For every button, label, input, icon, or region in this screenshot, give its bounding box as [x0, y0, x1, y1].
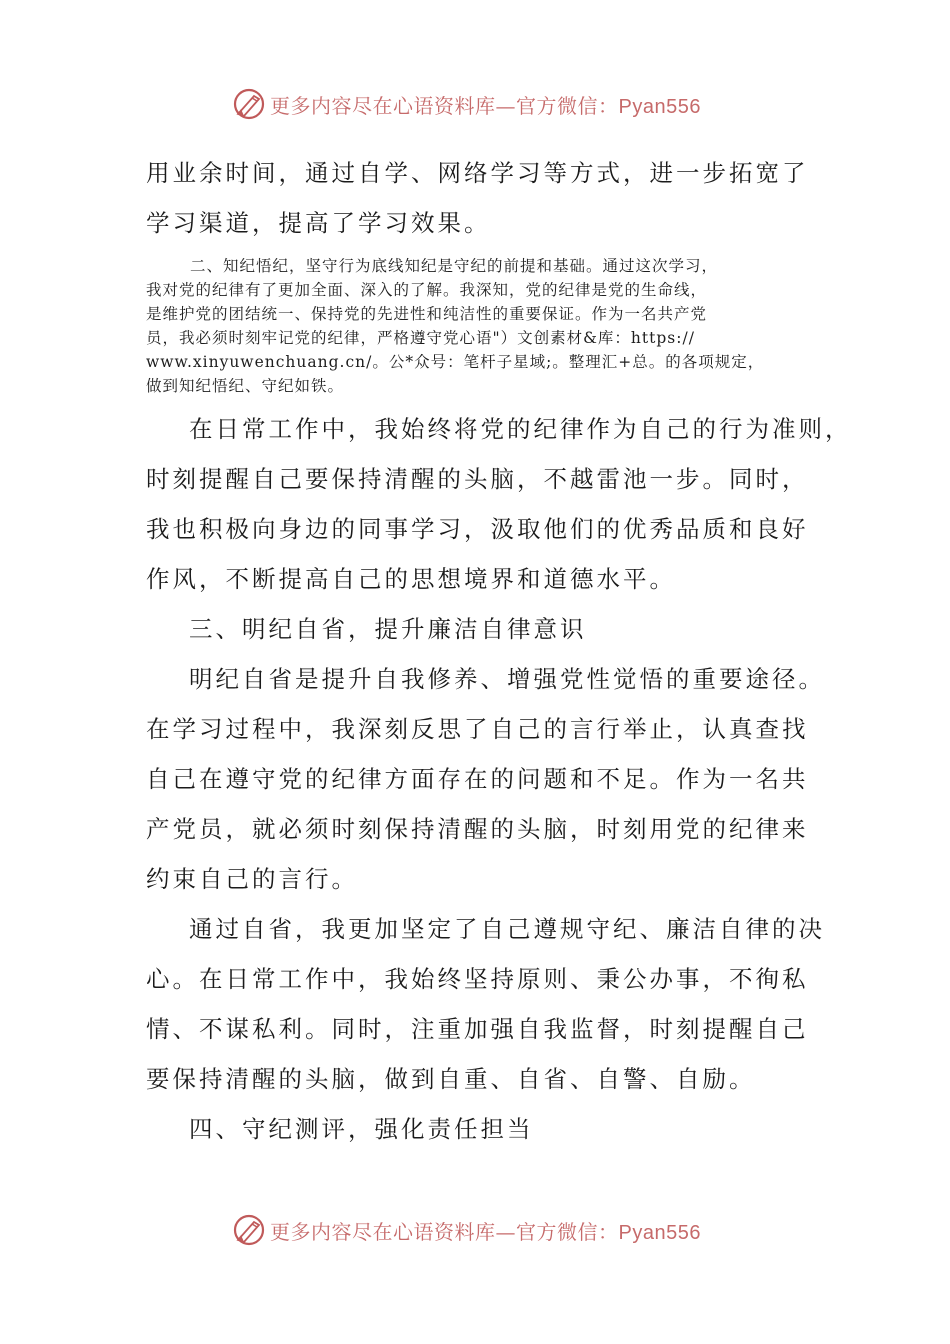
- document-body: [146, 148, 852, 1154]
- paragraph-1: 用业余时间，通过自学、网络学习等方式，进一步拓宽了 学习渠道，提高了学习效果。: [146, 159, 809, 237]
- banner-text: 更多内容尽在心语资料库—官方微信：Pyan556: [270, 93, 701, 118]
- footer-banner: [232, 1210, 732, 1250]
- header-banner: [232, 84, 732, 124]
- section-two-note: 二、知纪悟纪，坚守行为底线知纪是守纪的前提和基础。通过这次学习， 我对党的纪律有了更加全面、深入的了解。我深知，党的纪律是党的生命线， 是维护党的团结统一、保持党的先进性和纯洁性的重要保证。作为一名共产党 员，我必须时刻牢记党的纪律，严格遵守党心语"）文创素材&库：https:// www.xinyuwenchuang.cn/。公*众号：笔杆子星域;。整理汇+总。的各项规定， 做到知纪悟纪、守纪如铁。: [146, 257, 765, 395]
- wechat-id: Pyan556: [618, 1221, 701, 1244]
- paragraph-3: 明纪自省是提升自我修养、增强党性觉悟的重要途径。 在学习过程中，我深刻反思了自己的言行举止，认真查找 自己在遵守党的纪律方面存在的问题和不足。作为一名共 产党员，就必须时刻保持清醒的头脑，时刻用党的纪律来 约束自己的言行。: [146, 665, 825, 893]
- wechat-id: Pyan556: [618, 95, 701, 118]
- section-heading-four: 四、守纪测评，强化责任担当: [189, 1115, 534, 1143]
- section-heading-three: 三、明纪自省，提升廉洁自律意识: [189, 615, 587, 643]
- paragraph-2: 在日常工作中，我始终将党的纪律作为自己的行为准则， 时刻提醒自己要保持清醒的头脑，不越雷池一步。同时， 我也积极向身边的同事学习，汲取他们的优秀品质和良好 作风，不断提高自己的思想境界和道德水平。: [146, 415, 852, 593]
- paragraph-4: 通过自省，我更加坚定了自己遵规守纪、廉洁自律的决 心。在日常工作中，我始终坚持原则、秉公办事，不徇私 情、不谋私利。同时，注重加强自我监督，时刻提醒自己 要保持清醒的头脑，做到自重、自省、自警、自励。: [146, 915, 825, 1093]
- pen-logo-icon: [232, 87, 266, 121]
- banner-text: 更多内容尽在心语资料库—官方微信：Pyan556: [270, 1219, 701, 1244]
- pen-logo-icon: [232, 1213, 266, 1247]
